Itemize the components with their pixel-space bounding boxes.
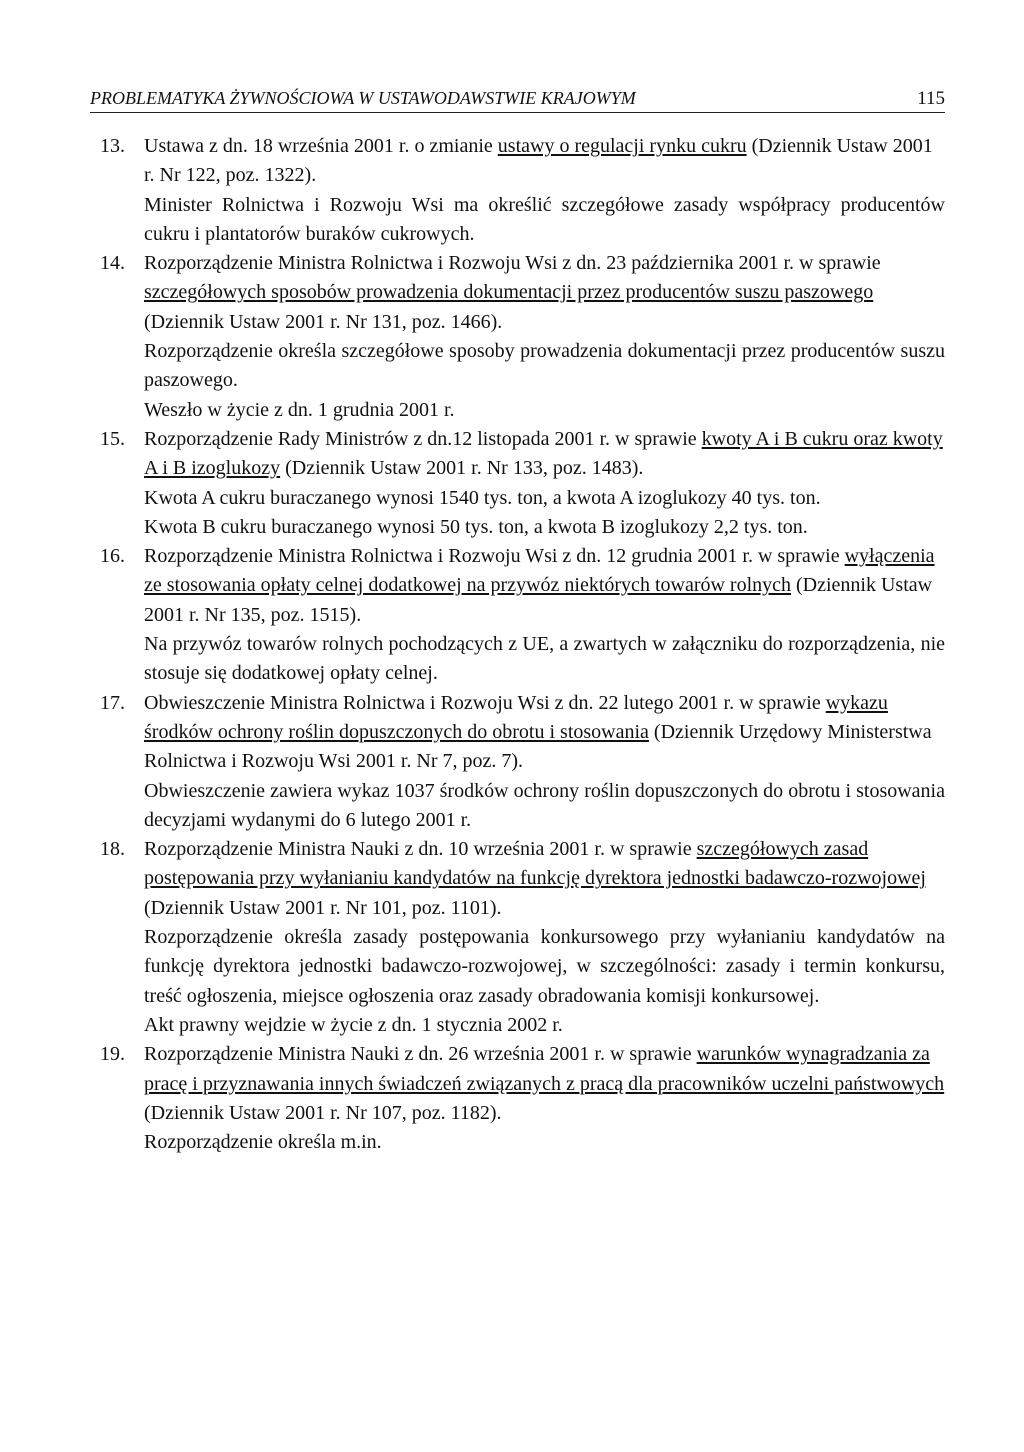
act-citation: (Dziennik Ustaw 2001 r. Nr 135, poz. 1515). [144, 574, 933, 626]
running-header [90, 88, 945, 113]
act-title [144, 542, 945, 630]
act-subject: warunków wynagradzania za pracę i przyznawania innych świadczeń związanych z pracą dla pracowników uczelni państwowych [144, 1043, 945, 1095]
act-title [144, 249, 945, 337]
header-title: PROBLEMATYKA ŻYWNOŚCIOWA W USTAWODAWSTWIE KRAJOWYM [90, 88, 636, 108]
legal-acts-list [100, 132, 945, 1157]
act-subject: wyłączenia ze stosowania opłaty celnej dodatkowej na przywóz niektórych towarów rolnych [144, 545, 935, 597]
item-number: 19. [100, 1043, 125, 1066]
act-title [144, 1040, 945, 1128]
act-title-text: Rozporządzenie Ministra Rolnictwa i Rozwoju Wsi z dn. 12 grudnia 2001 r. w sprawie [144, 545, 845, 568]
item-number: 15. [100, 427, 125, 450]
act-title-text: Rozporządzenie Rady Ministrów z dn.12 listopada 2001 r. w sprawie [144, 427, 702, 450]
act-note: Weszło w życie z dn. 1 grudnia 2001 r. [144, 398, 455, 421]
list-item [100, 1040, 945, 1157]
act-note: Akt prawny wejdzie w życie z dn. 1 stycznia 2002 r. [144, 1013, 563, 1036]
act-note: Kwota B cukru buraczanego wynosi 50 tys. ton, a kwota B izoglukozy 2,2 tys. ton. [144, 515, 808, 538]
list-item [100, 132, 945, 249]
act-note: Obwieszczenie zawiera wykaz 1037 środków ochrony roślin dopuszczonych do obrotu i stosowania decyzjami wydanymi do 6 lutego 2001 r. [144, 779, 945, 831]
act-title [144, 425, 945, 484]
act-title [144, 132, 945, 191]
act-note: Kwota A cukru buraczanego wynosi 1540 tys. ton, a kwota A izoglukozy 40 tys. ton. [144, 486, 821, 509]
act-subject: ustawy o regulacji rynku cukru [497, 135, 747, 157]
act-title-text: Ustawa z dn. 18 września 2001 r. o zmianie [144, 135, 498, 157]
act-note: Rozporządzenie określa m.in. [144, 1131, 382, 1154]
act-title-text: Rozporządzenie Ministra Nauki z dn. 10 września 2001 r. w sprawie [144, 838, 697, 861]
act-citation: (Dziennik Ustaw 2001 r. Nr 107, poz. 1182). [144, 1101, 502, 1124]
act-subject: szczegółowych sposobów prowadzenia dokumentacji przez producentów suszu paszowego [144, 281, 874, 304]
act-note: Rozporządzenie określa zasady postępowania konkursowego przy wyłanianiu kandydatów na funkcję dyrektora jednostki badawczo-rozwojowej, w szczególności: zasady i termin konkursu, treść ogłoszenia, miejsce ogłoszenia oraz zasady obradowania komisji konkursowej. [144, 926, 945, 1007]
list-item [100, 425, 945, 542]
item-number: 16. [100, 545, 125, 568]
act-note: Minister Rolnictwa i Rozwoju Wsi ma określić szczegółowe zasady współpracy producentów cukru i plantatorów buraków cukrowych. [144, 193, 945, 245]
item-number: 17. [100, 691, 125, 714]
list-item [100, 689, 945, 835]
act-citation: (Dziennik Ustaw 2001 r. Nr 131, poz. 1466). [144, 310, 503, 333]
act-title-text: Rozporządzenie Ministra Rolnictwa i Rozwoju Wsi z dn. 23 października 2001 r. w sprawie [144, 252, 881, 275]
page-number: 115 [917, 88, 945, 109]
item-number: 14. [100, 252, 125, 275]
act-note: Rozporządzenie określa szczegółowe sposoby prowadzenia dokumentacji przez producentów suszu paszowego. [144, 340, 945, 392]
act-note: Na przywóz towarów rolnych pochodzących z UE, a zwartych w załączniku do rozporządzenia, nie stosuje się dodatkowej opłaty celnej. [144, 633, 945, 685]
act-title [144, 835, 945, 923]
list-item [100, 835, 945, 1040]
item-number: 13. [100, 135, 125, 157]
act-citation: (Dziennik Urzędowy Ministerstwa Rolnictwa i Rozwoju Wsi 2001 r. Nr 7, poz. 7). [144, 720, 932, 773]
act-title-text: Obwieszczenie Ministra Rolnictwa i Rozwoju Wsi z dn. 22 lutego 2001 r. w sprawie [144, 691, 826, 714]
list-item [100, 542, 945, 688]
act-citation: (Dziennik Ustaw 2001 r. Nr 101, poz. 1101). [144, 896, 502, 919]
act-subject: wykazu środków ochrony roślin dopuszczonych do obrotu i stosowania [144, 691, 888, 743]
act-citation: (Dziennik Ustaw 2001 r. Nr 133, poz. 1483). [280, 457, 644, 480]
list-item [100, 249, 945, 425]
item-number: 18. [100, 838, 125, 861]
act-subject: szczegółowych zasad postępowania przy wyłanianiu kandydatów na funkcję dyrektora jednostki badawczo-rozwojowej [144, 838, 926, 890]
act-subject: kwoty A i B cukru oraz kwoty A i B izoglukozy [144, 427, 943, 480]
act-title [144, 689, 945, 777]
act-citation: (Dziennik Ustaw 2001 r. Nr 122, poz. 1322). [144, 135, 933, 187]
act-title-text: Rozporządzenie Ministra Nauki z dn. 26 września 2001 r. w sprawie [144, 1043, 697, 1066]
